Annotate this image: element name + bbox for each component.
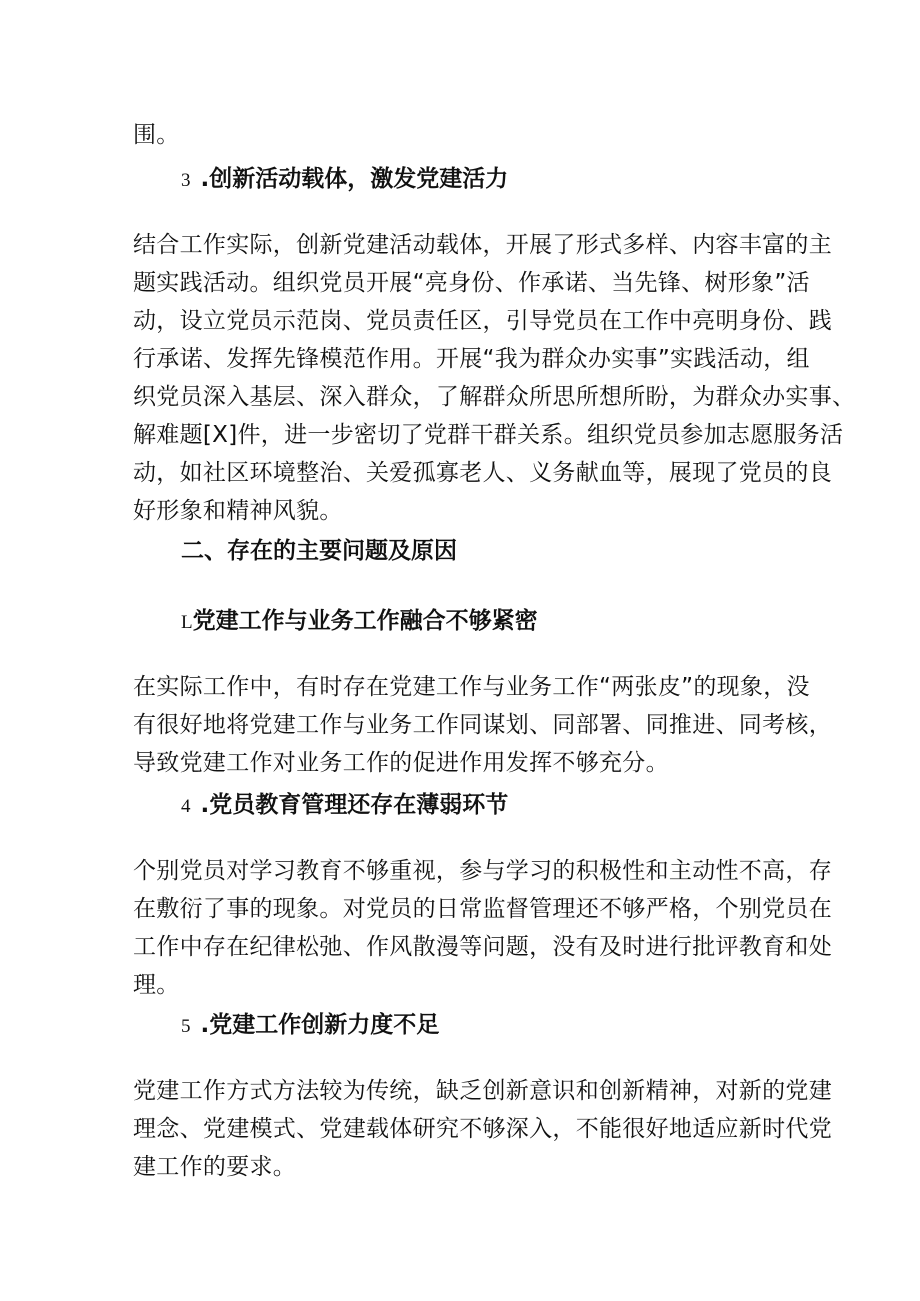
paragraph-line: 理念、党建模式、党建载体研究不够深入，不能很好地适应新时代党: [133, 1116, 832, 1142]
paragraph-line: 结合工作实际，创新党建活动载体，开展了形式多样、内容丰富的主: [133, 232, 832, 258]
heading-4: [181, 786, 508, 826]
heading-5: [181, 1006, 439, 1046]
heading-l: [181, 602, 538, 642]
paragraph-line: 工作中存在纪律松弛、作风散漫等问题，没有及时进行批评教育和处: [133, 934, 832, 960]
paragraph-line: 建工作的要求。: [133, 1154, 297, 1180]
section-heading: 二、存在的主要问题及原因: [181, 538, 457, 564]
heading-3: [181, 160, 508, 200]
heading-number: 5: [181, 1016, 191, 1037]
paragraph-line: 理。: [133, 972, 180, 998]
heading-number: 4: [181, 796, 191, 817]
heading-title: .党员教育管理还存在薄弱环节: [200, 792, 509, 818]
heading-number: 3: [181, 170, 191, 191]
heading-number: L: [181, 612, 193, 633]
heading-title: .党建工作创新力度不足: [200, 1012, 440, 1038]
heading-title: .创新活动载体，激发党建活力: [200, 166, 509, 192]
paragraph-line: 党建工作方式方法较为传统，缺乏创新意识和创新精神，对新的党建: [133, 1078, 832, 1104]
heading-title: 党建工作与业务工作融合不够紧密: [192, 608, 538, 634]
paragraph-line: 在敷衍了事的现象。对党员的日常监督管理还不够严格，个别党员在: [133, 896, 832, 922]
paragraph-line: 解难题[X]件，进一步密切了党群干群关系。组织党员参加志愿服务活: [133, 422, 844, 448]
paragraph-line: 行承诺、发挥先锋模范作用。开展“我为群众办实事”实践活动，组: [133, 346, 810, 372]
paragraph-line: 织党员深入基层、深入群众，了解群众所思所想所盼，为群众办实事、: [133, 384, 856, 410]
paragraph-line: 导致党建工作对业务工作的促进作用发挥不够充分。: [133, 750, 669, 776]
paragraph-line: 好形象和精神风貌。: [133, 498, 343, 524]
paragraph-line: 有很好地将党建工作与业务工作同谋划、同部署、同推进、同考核，: [133, 712, 832, 738]
paragraph-line: 个别党员对学习教育不够重视，参与学习的积极性和主动性不高，存: [133, 858, 832, 884]
paragraph-line: 题实践活动。组织党员开展“亮身份、作承诺、当先锋、树形象”活: [133, 270, 810, 296]
paragraph-line: 动，如社区环境整治、关爱孤寡老人、义务献血等，展现了党员的良: [133, 460, 832, 486]
paragraph-line: 围。: [133, 122, 180, 148]
paragraph-line: 在实际工作中，有时存在党建工作与业务工作“两张皮”的现象，没: [133, 674, 810, 700]
paragraph-line: 动，设立党员示范岗、党员责任区，引导党员在工作中亮明身份、践: [133, 308, 832, 334]
